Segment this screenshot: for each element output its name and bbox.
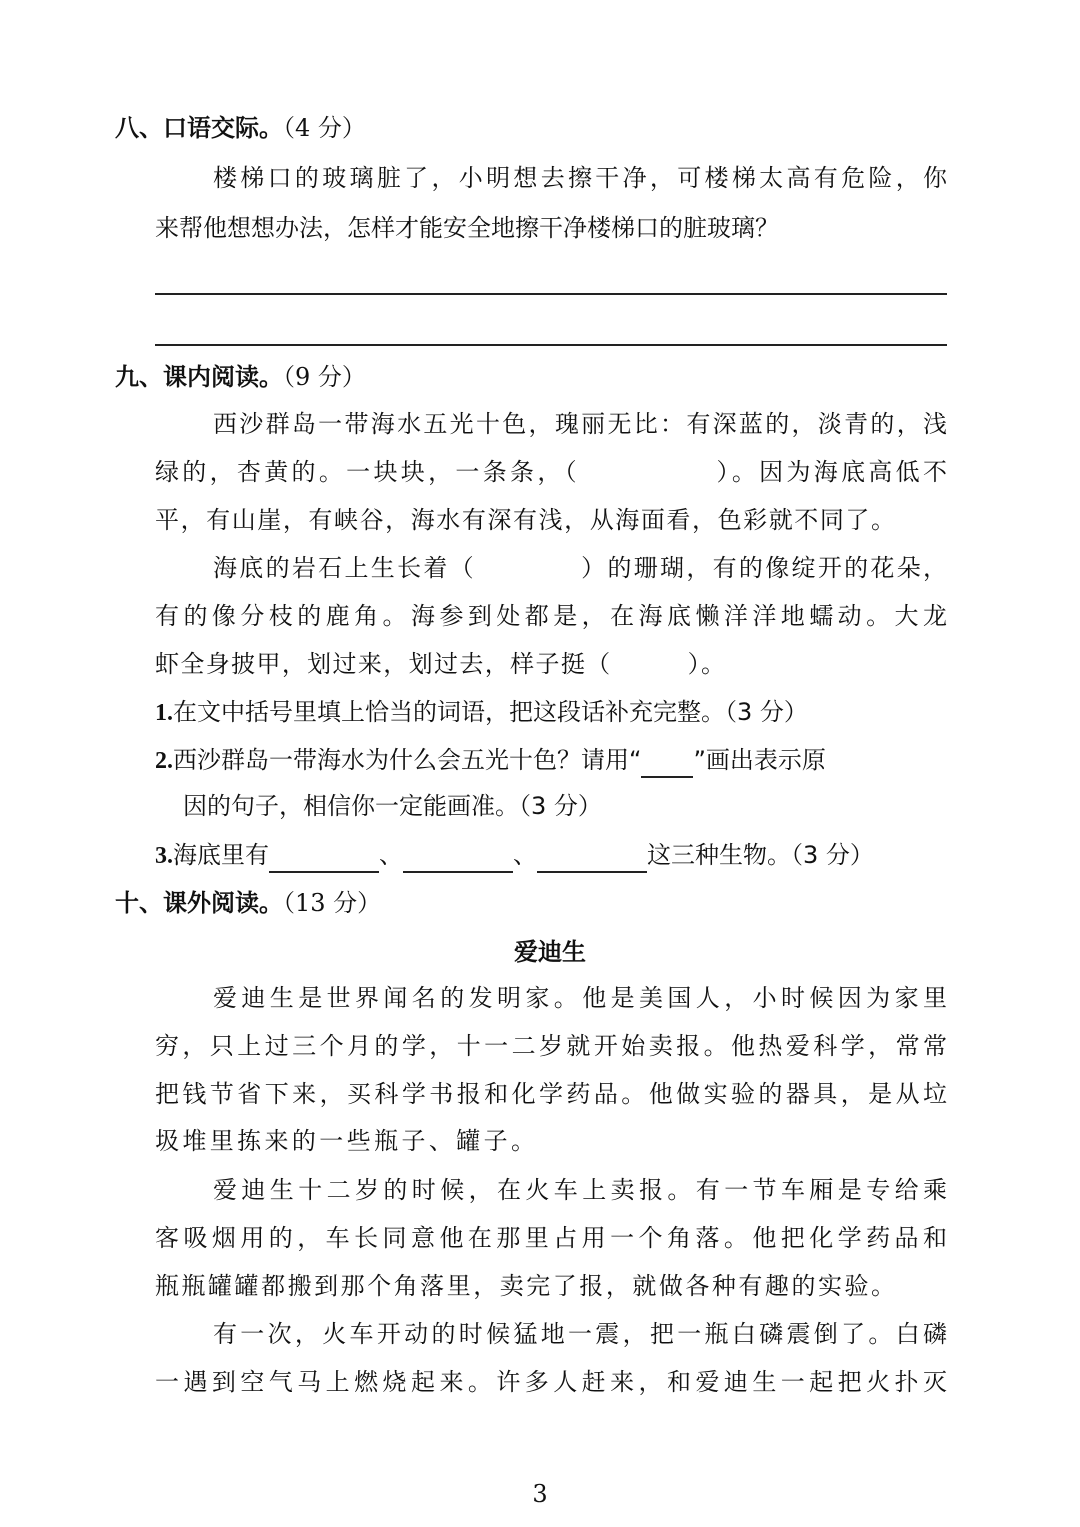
text-line: 瓶瓶罐罐都搬到那个角落里，卖完了报，就做各种有趣的实验。 — [155, 1272, 895, 1300]
text-line: 有的像分枝的鹿角。海参到处都是，在海底懒洋洋地蠕动。大龙 — [155, 602, 947, 630]
text-line: 平，有山崖，有峡谷，海水有深有浅，从海面看，色彩就不同了。 — [155, 506, 895, 534]
text-line: 把钱节省下来，买科学书报和化学药品。他做实验的器具，是从垃 — [155, 1080, 947, 1108]
question-number: 1. — [155, 700, 173, 726]
text-line: 虾全身披甲，划过来，划过去，样子挺（ ）。 — [155, 650, 725, 678]
answer-blank[interactable] — [269, 845, 379, 873]
text-line: 一遇到空气马上燃烧起来。许多人赶来，和爱迪生一起把火扑灭 — [155, 1368, 947, 1396]
text-line: 爱迪生是世界闻名的发明家。他是美国人，小时候因为家里 — [213, 984, 947, 1012]
text-line: 西沙群岛一带海水五光十色，瑰丽无比：有深蓝的，淡青的，浅 — [213, 410, 947, 438]
question-text: ”画出表示原 — [693, 746, 826, 774]
separator: 、 — [513, 841, 537, 869]
text-line: 有一次，火车开动的时候猛地一震，把一瓶白磷震倒了。白磷 — [213, 1320, 947, 1348]
question-2 — [155, 743, 947, 777]
text-line: 来帮他想想办法，怎样才能安全地擦干净楼梯口的脏玻璃？ — [155, 214, 779, 242]
text-line: 圾堆里拣来的一些瓶子、罐子。 — [155, 1127, 535, 1155]
question-text: 这三种生物。（3 分） — [647, 841, 874, 869]
heading-text: 十、课外阅读。 — [115, 889, 283, 917]
section-10-heading — [115, 886, 381, 920]
text-line: 海底的岩石上生长着（ ）的珊瑚，有的像绽开的花朵， — [213, 554, 947, 582]
answer-blank[interactable] — [537, 845, 647, 873]
heading-text: 九、课内阅读。 — [115, 363, 283, 391]
question-number: 3. — [155, 843, 173, 869]
question-2-cont: 因的句子，相信你一定能画准。（3 分） — [183, 792, 602, 820]
separator: 、 — [379, 841, 403, 869]
answer-blank[interactable] — [403, 845, 513, 873]
article-title: 爱迪生 — [514, 937, 586, 966]
points: （4 分） — [283, 114, 366, 142]
question-text: 海底里有 — [173, 841, 269, 869]
question-1 — [155, 695, 808, 729]
section-9-heading — [115, 360, 366, 394]
question-3 — [155, 838, 874, 872]
text-line: 客吸烟用的，车长同意他在那里占用一个角落。他把化学药品和 — [155, 1224, 947, 1252]
text-line: 爱迪生十二岁的时候，在火车上卖报。有一节车厢是专给乘 — [213, 1176, 947, 1204]
points: （9 分） — [283, 363, 366, 391]
points: （13 分） — [283, 889, 382, 917]
heading-text: 八、口语交际。 — [115, 114, 283, 142]
question-text: 在文中括号里填上恰当的词语，把这段话补充完整。（3 分） — [173, 698, 808, 726]
question-text: 西沙群岛一带海水为什么会五光十色？请用“ — [173, 746, 642, 774]
text-line: 楼梯口的玻璃脏了，小明想去擦干净，可楼梯太高有危险，你 — [213, 164, 947, 192]
text-line: 绿的，杏黄的。一块块，一条条，（ ）。因为海底高低不 — [155, 458, 947, 486]
page-number: 3 — [532, 1480, 548, 1508]
answer-line[interactable] — [155, 344, 947, 346]
text-line: 穷，只上过三个月的学，十一二岁就开始卖报。他热爱科学，常常 — [155, 1032, 947, 1060]
answer-line[interactable] — [155, 293, 947, 295]
underline-sample — [641, 750, 693, 778]
section-8-heading — [115, 111, 366, 145]
question-number: 2. — [155, 748, 173, 774]
